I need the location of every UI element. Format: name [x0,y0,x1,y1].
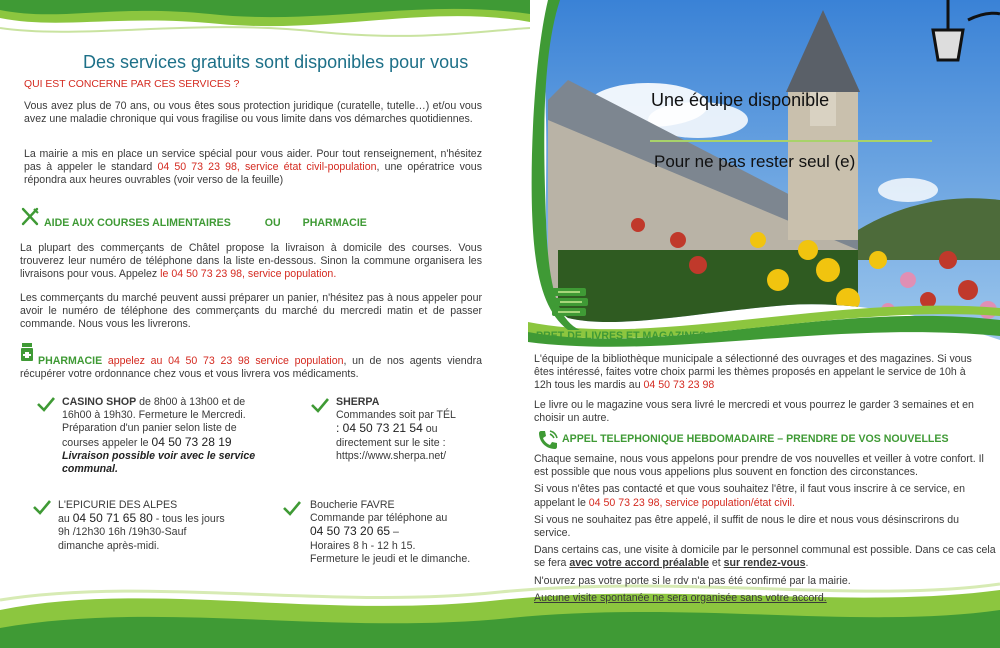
books-icon [550,286,590,318]
top-wave [0,0,530,48]
livres-paragraph: L'équipe de la bibliothèque municipale a sélectionné des ouvrages et des magazines. Si vous êtes intéressé, faites votre choix parmi les thèmes proposés en appelant le service de 10h à 12h tous les mardis au 04 50 73 23 98 [534,353,972,392]
page-title: Des services gratuits sont disponibles pour vous [83,52,469,72]
hero-subtitle: Pour ne pas rester seul (e) [654,152,856,171]
check-icon [310,397,330,413]
hero-divider [650,140,932,142]
mairie-paragraph: La mairie a mis en place un service spécial pour vous aider. Pour tout renseignement, n'hésitez pas à appeler le standard 04 50 73 23 98, service état civil-population, une opératrice vous répondra aux heures ouvrables (voir verso de la feuille) [24,148,482,187]
appel-heading: APPEL TELEPHONIQUE HEBDOMADAIRE – PRENDRE DE VOS NOUVELLES [562,433,949,445]
check-icon [282,500,302,516]
phone-icon [536,428,560,452]
green-side-swoosh [520,0,590,330]
courses-paragraph: La plupart des commerçants de Châtel propose la livraison à domicile des courses. Vous trouverez leur numéro de téléphone dans la liste en-dessous. Sinon la commune organisera les livraisons pour vous. Appelez le 04 50 73 23 98, service population. [20,242,482,281]
check-icon [36,396,56,412]
courses-heading: AIDE AUX COURSES ALIMENTAIRES OU PHARMACIE [44,217,367,229]
pharmacie-paragraph: PHARMACIE appelez au 04 50 73 23 98 service population, un de nos agents viendra récupérer votre ordonnance chez vous et vous livrera vos médicaments. [20,355,482,381]
hero-title: Une équipe disponible [651,90,830,110]
subtitle: QUI EST CONCERNE PAR CES SERVICES ? [24,79,240,90]
boucherie-entry: Boucherie FAVRE Commande par téléphone au 04 50 73 20 65 – Horaires 8 h - 12 h 15. Fermeture le jeudi et le dimanche. [310,499,471,565]
epicerie-entry: L'EPICURIE DES ALPES au 04 50 71 65 80 - tous les jours 9h /12h30 16h /19h30-Sauf dimanche après-midi. [58,499,225,552]
casino-shop-entry: CASINO SHOP de 8h00 à 13h00 et de 16h00 à 19h30. Fermeture le Mercredi. Préparation d'un panier selon liste de courses appeler le 04 50 73 28 19 Livraison possible voir avec le service communal. [62,396,256,476]
intro-paragraph: Vous avez plus de 70 ans, ou vous êtes sous protection juridique (curatelle, tutelle…) et/ou vous avez une maladie chronique qui vous fragilise ou vous limite dans vos démarches quotidiennes. [24,100,482,126]
livres-delivery-paragraph: Le livre ou le magazine vous sera livré le mercredi et vous pourrez le garder 3 semaines et en choisir un autre. [534,399,974,425]
utensils-icon [20,207,40,227]
livres-heading: PRET DE LIVRES ET MAGAZINES [536,330,707,342]
sherpa-entry: SHERPA Commandes soit par TÉL : 04 50 73 21 54 ou directement sur le site : https://www.sherpa.net/ [336,396,456,462]
check-icon [32,499,52,515]
green-swoosh [528,260,1000,360]
appel-section: Chaque semaine, nous vous appelons pour prendre de vos nouvelles et veiller à votre confort. Il est possible que nous vous appelions plus souvent en fonction des circonstances. Si vous n'êtes pas contacté et que vous souhaitez l'être, il faut vous inscrire à ce service, en appelant le 04 50 73 23 98, service population/état civil. Si vous ne souhaitez pas être appelé, il suffit de nous le dire et nous vous désinscrirons du service. Dans certains cas, une visite à domicile par le personnel communal est possible. Dans ce cas cela se fera avec votre accord préalable et sur rendez-vous. N'ouvrez pas votre porte si le rdv n'a pas été confirmé par la mairie. Aucune visite spontanée ne sera organisée sans votre accord. [534,453,996,604]
marche-paragraph: Les commerçants du marché peuvent aussi préparer un panier, n'hésitez pas à nous appeler pour avoir le numéro de téléphone des commerçants du marché du mercredi matin et de passer commande. Nous vous les livrerons. [20,292,482,331]
